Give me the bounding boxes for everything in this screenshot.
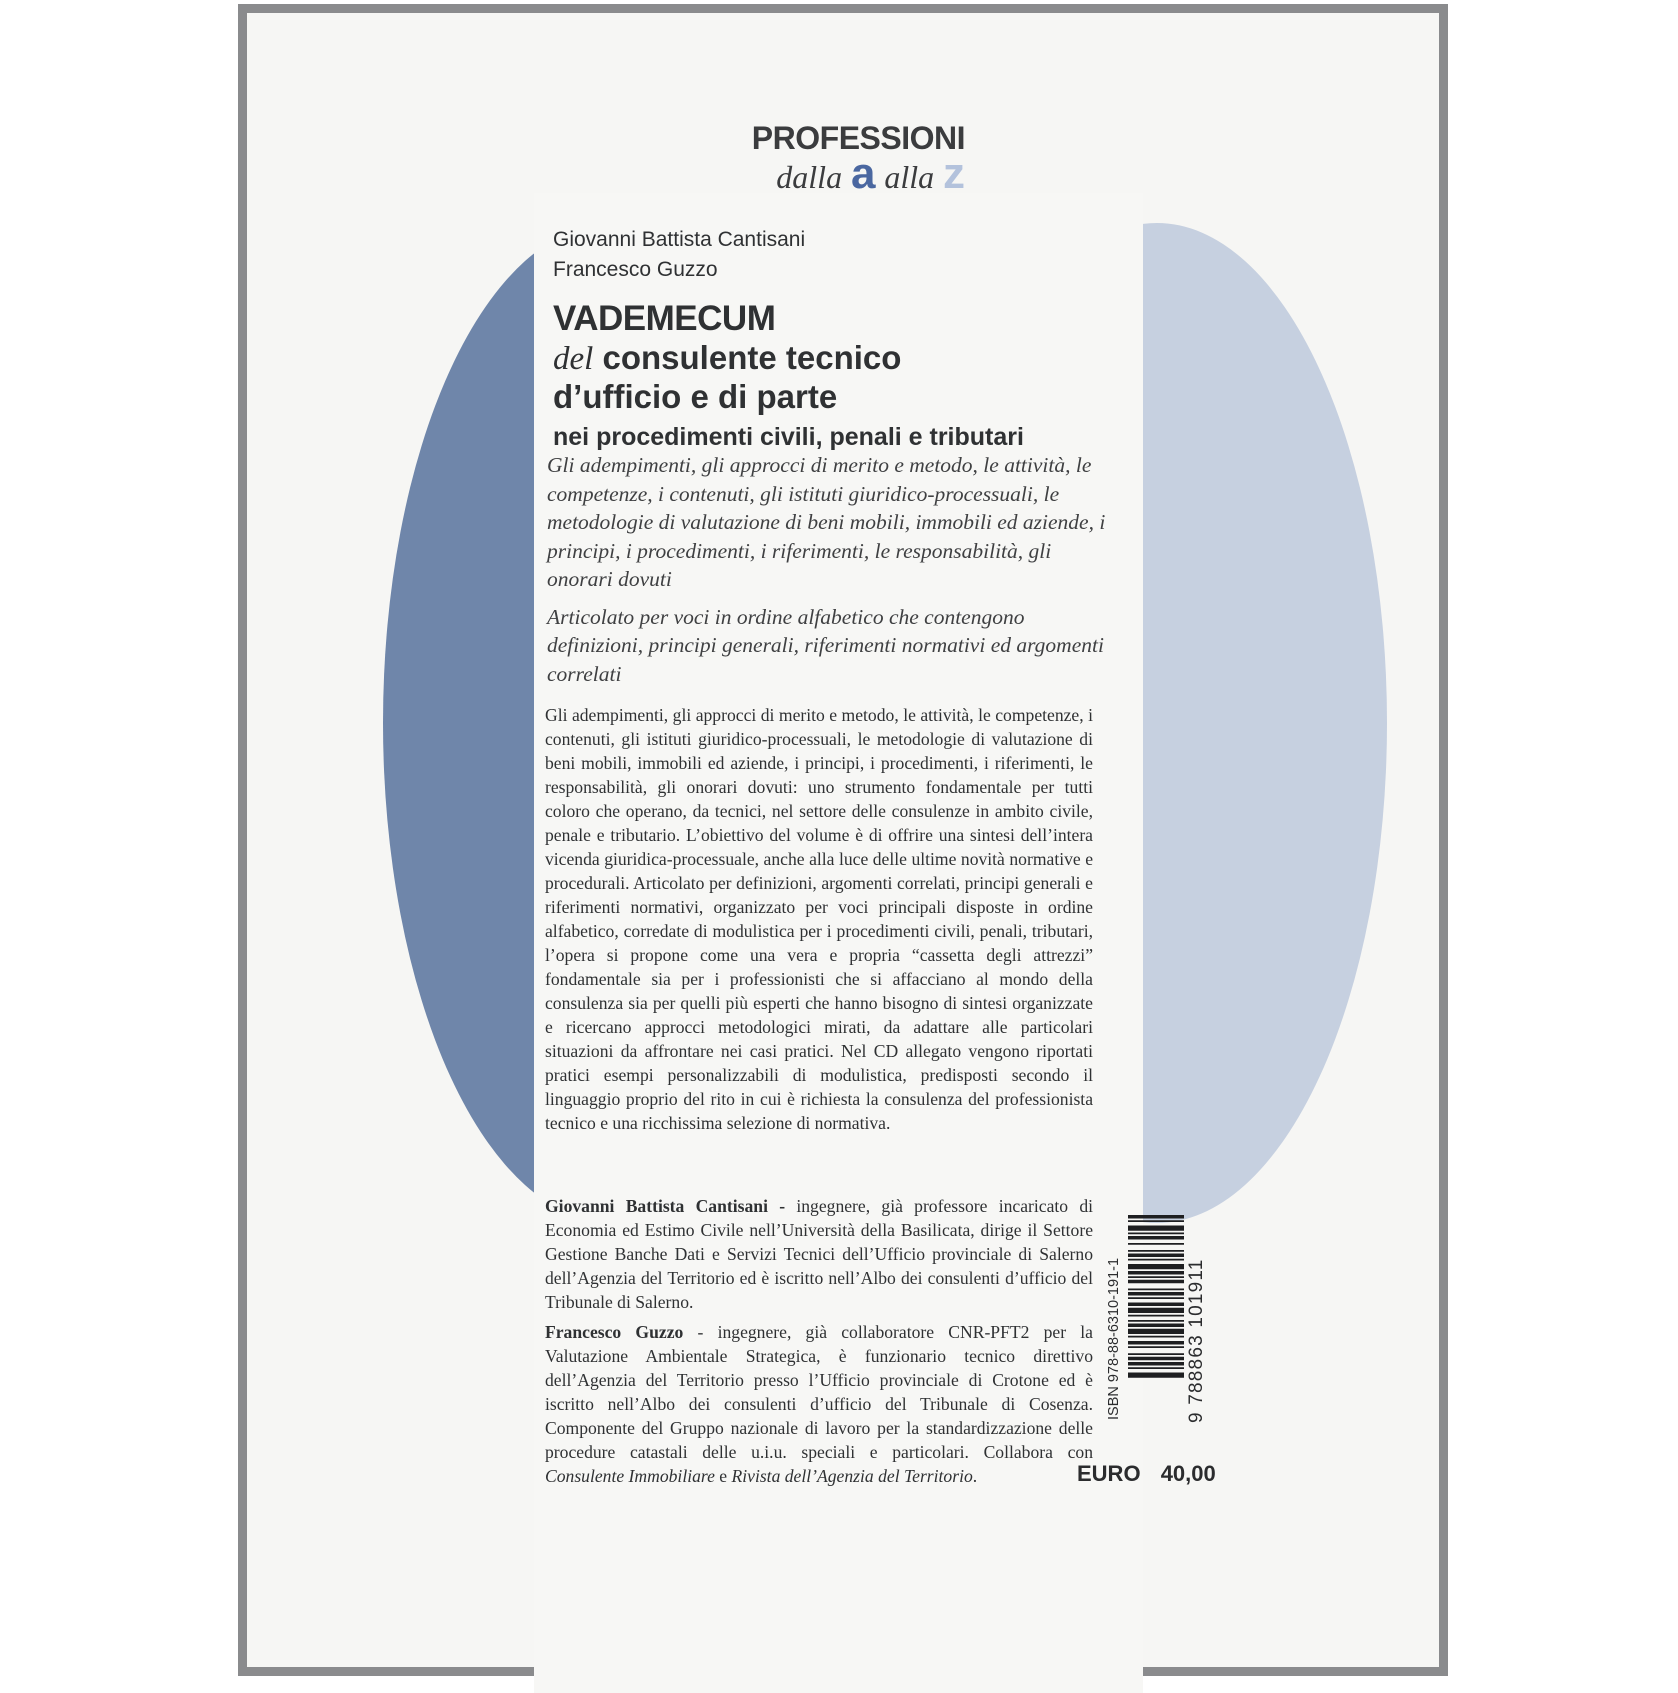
barcode-bar <box>1128 1243 1184 1245</box>
barcode-bar <box>1128 1346 1184 1348</box>
title-line-2-text: consulente tecnico <box>602 339 902 376</box>
barcode-bar <box>1128 1297 1184 1299</box>
bio-end: . <box>972 1466 978 1486</box>
barcode-bar <box>1128 1271 1184 1275</box>
barcode-bar <box>1128 1329 1184 1334</box>
series-word-dalla: dalla <box>776 159 843 195</box>
barcode-bar <box>1128 1276 1184 1278</box>
author-list <box>553 225 805 285</box>
barcode-bar <box>1128 1254 1184 1258</box>
barcode-bar <box>1128 1315 1184 1317</box>
barcode-bar <box>1128 1264 1184 1269</box>
bio-text: - ingegnere, già collaboratore CNR-PFT2 per la Valutazione Ambientale Strategica, è funzionario tecnico direttivo dell’Agenzia del Territorio presso l’Ufficio provinciale di Crotone ed è iscritto nell’Albo dei consulenti d’ufficio del Tribunale di Cosenza. Componente del Gruppo nazionale di lavoro per la standardizzazione delle procedure catastali delle u.i.u. speciali e particolari. Collabora con <box>545 1322 1093 1462</box>
bio-conjunction: e <box>714 1466 732 1486</box>
barcode-bar <box>1128 1292 1184 1296</box>
series-title: PROFESSIONI <box>751 120 965 156</box>
barcode-bar <box>1128 1336 1184 1338</box>
barcode-bar <box>1128 1324 1184 1328</box>
author-bio <box>545 1194 1093 1314</box>
bio-text: ingegnere, già professore incaricato di Economia ed Estimo Civile nell’Università della Basilicata, dirige il Settore Gestione Banche Dati e Servizi Tecnici dell’Ufficio provinciale di Salerno dell’Agenzia del Territorio ed è iscritto nell’Albo dei consulenti d’ufficio del Tribunale di Salerno. <box>545 1196 1094 1312</box>
barcode-bar <box>1128 1236 1184 1240</box>
barcode-bar <box>1128 1280 1184 1284</box>
series-letter-z: z <box>943 149 965 198</box>
title-line-4: nei procedimenti civili, penali e tributari <box>553 423 1024 451</box>
barcode-digits: 9 788863 101911 <box>1186 1258 1207 1423</box>
book-description: Gli adempimenti, gli approcci di merito e metodo, le attività, le competenze, i contenuti, gli istituti giuridico-processuali, le metodologie di valutazione di beni mobili, immobili ed aziende, i principi, i procedimenti, i riferimenti, le responsabilità, gli onorari dovuti: uno strumento fondamentale per tutti coloro che operano, da tecnici, nel settore delle consulenze in ambito civile, penale e tributario. L’obiettivo del volume è di offrire una sintesi dell’intera vicenda giuridica-processuale, anche alla luce delle ultime novità normative e procedurali. Articolato per definizioni, argomenti correlati, principi generali e riferimenti normativi, organizzato per voci principali disposte in ordine alfabetico, corredate di modulistica per i procedimenti civili, penali, tributari, l’opera si propone come una vera e propria “cassetta degli attrezzi” fondamentale sia per i professionisti che si affacciano al mondo della consulenza sia per quelli più esperti che hanno bisogno di sintesi organizzate e ricercano approcci metodologici mirati, da adattare alle particolari situazioni da affrontare nei casi pratici. Nel CD allegato vengono riportati pratici esempi personalizzabili di modulistica, predisposti secondo il linguaggio proprio del rito in cui è richiesta la consulenza del professionista tecnico e una ricchissima selezione di normativa. <box>545 705 1093 1133</box>
author-bios <box>545 1194 1093 1494</box>
subtitle-paragraph: Articolato per voci in ordine alfabetico che contengono definizioni, principi generali, riferimenti normativi ed argomenti correlati <box>547 604 1104 686</box>
title-line-3: d’ufficio e di parte <box>553 378 838 415</box>
barcode-bar <box>1128 1303 1184 1307</box>
author-bio <box>545 1320 1093 1488</box>
barcode-bar <box>1128 1220 1184 1222</box>
barcode-bar <box>1128 1215 1184 1219</box>
isbn-barcode <box>1104 1213 1207 1427</box>
title-main: VADEMECUM <box>553 299 776 338</box>
author-name: Giovanni Battista Cantisani <box>553 228 806 251</box>
bio-name: Giovanni Battista Cantisani - <box>545 1196 786 1216</box>
book-subtitle <box>547 451 1107 697</box>
title-line-2 <box>553 339 1024 378</box>
bio-name: Francesco Guzzo <box>545 1322 684 1342</box>
bio-publication: Consulente Immobiliare <box>545 1466 715 1486</box>
subtitle-paragraph: Gli adempimenti, gli approcci di merito e metodo, le attività, le competenze, i contenuti, gli istituti giuridico-processuali, le metodologie di valutazione di beni mobili, immobili ed aziende, i principi, i procedimenti, i riferimenti, le responsabilità, gli onorari dovuti <box>547 453 1106 591</box>
series-subtitle <box>705 149 965 198</box>
barcode-bar <box>1128 1341 1184 1345</box>
series-word-alla: alla <box>884 159 935 195</box>
price-currency: EURO <box>1077 1461 1141 1486</box>
series-letter-a: a <box>850 149 876 198</box>
barcode-isbn-text: ISBN 978-88-6310-191-1 <box>1106 1257 1122 1420</box>
author-name: Francesco Guzzo <box>553 258 718 281</box>
price-amount: 40,00 <box>1160 1461 1216 1486</box>
book-back-cover <box>238 4 1448 1676</box>
barcode-bar <box>1128 1289 1184 1291</box>
barcode-bar <box>1128 1367 1184 1369</box>
barcode-bar <box>1128 1353 1184 1355</box>
bio-publication: Rivista dell’Agenzia del Territorio <box>731 1466 973 1486</box>
price-label <box>1077 1461 1216 1487</box>
book-title <box>553 299 1024 456</box>
title-prefix: del <box>553 341 594 377</box>
barcode-bar <box>1128 1357 1184 1361</box>
barcode-bar <box>1128 1362 1184 1366</box>
barcode-bars <box>1128 1215 1184 1378</box>
barcode-bar <box>1128 1233 1184 1235</box>
barcode-bar <box>1128 1373 1184 1378</box>
barcode-bar <box>1128 1320 1184 1322</box>
barcode-bar <box>1128 1226 1184 1231</box>
series-logo <box>705 121 965 196</box>
barcode-bar <box>1128 1308 1184 1313</box>
barcode-bar <box>1128 1259 1184 1261</box>
barcode-bar <box>1128 1250 1184 1252</box>
